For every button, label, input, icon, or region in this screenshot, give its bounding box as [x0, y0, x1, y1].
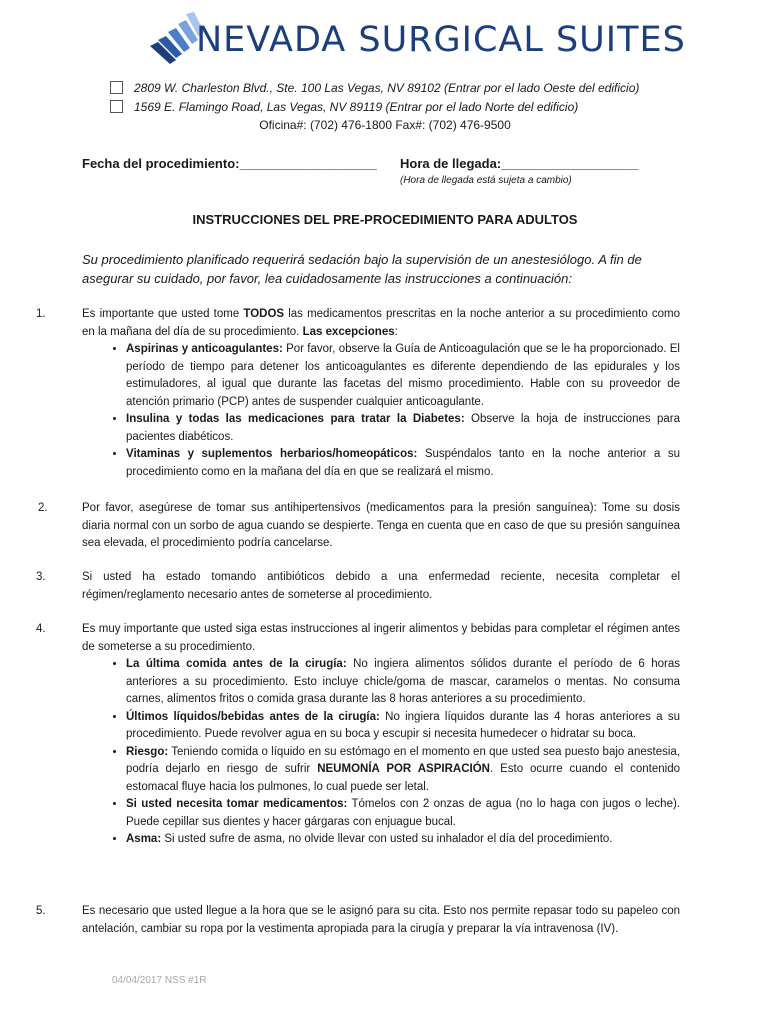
instruction-item-2: Por favor, asegúrese de tomar sus antihipertensivos (medicamentos para la presión sanguínea): Tome su dosis diaria normal con un sorbo de agua cuando se despierte. Tenga en cuenta que en caso de que su presión sanguínea sea elevada, el procedimiento podría cancelarse. — [82, 502, 680, 549]
company-logo — [150, 12, 686, 64]
logo-text: NEVADA SURGICAL SUITES — [196, 20, 686, 60]
list-item: • Riesgo: Teniendo comida o líquido en su estómago en el momento en que usted sea puesto bajo anestesia, podría dejarlo en riesgo de sufrir NEUMONÍA POR ASPIRACIÓN. Esto ocurre cuando el contenido estomacal fluye hacia los pulmones, lo cual puede ser letal. — [126, 744, 680, 797]
item-number: 5. — [36, 905, 46, 917]
document-title: INSTRUCCIONES DEL PRE-PROCEDIMIENTO PARA ADULTOS — [192, 212, 578, 227]
instruction-item-3: Si usted ha estado tomando antibióticos debido a una enfermedad reciente, necesita completar el régimen/reglamento necesario antes de someterse al procedimiento. — [82, 571, 680, 601]
footer-revision: 04/04/2017 NSS #1R — [112, 975, 207, 986]
address-flamingo: 1569 E. Flamingo Road, Las Vegas, NV 89119 (Entrar por el lado Norte del edificio) — [134, 100, 579, 114]
arrival-time-field[interactable]: Hora de llegada:___________________ — [400, 156, 639, 171]
address-checkbox-flamingo[interactable] — [110, 100, 123, 113]
list-item: • Si usted necesita tomar medicamentos: Tómelos con 2 onzas de agua (no lo haga con jugos o leche). Puede cepillar sus dientes y hacer gárgaras con enjuague bucal. — [126, 796, 680, 831]
item-number: 3. — [36, 571, 46, 583]
list-item: • Insulina y todas las medicaciones para tratar la Diabetes: Observe la hoja de instrucciones para pacientes diabéticos. — [126, 411, 680, 446]
list-item: • Aspirinas y anticoagulantes: Por favor, observe la Guía de Anticoagulación que se le ha proporcionado. El período de tiempo para detener los anticoagulantes es diferente dependiendo de las epidurales y los estimuladores, al igual que durante las facetas del mismo procedimiento. Hable con su proveedor de atención primario (PCP) antes de suspender cualquier anticoagulante. — [126, 341, 680, 411]
intro-paragraph: Su procedimiento planificado requerirá sedación bajo la supervisión de un anestesiólogo. A fin de asegurar su cuidado, por favor, lea cuidadosamente las instrucciones a continuación: — [82, 252, 642, 286]
item-4-bullets — [82, 656, 680, 849]
address-checkbox-charleston[interactable] — [110, 81, 123, 94]
item-number: 2. — [38, 502, 48, 514]
list-item: • Asma: Si usted sufre de asma, no olvide llevar con usted su inhalador el día del procedimiento. — [126, 831, 680, 849]
instruction-item-1: Es importante que usted tome TODOS las medicamentos prescritas en la noche anterior a su procedimiento como en la mañana del día de su procedimiento. Las excepciones: • Aspirinas y anticoagulantes: Por favor, observe la Guía de Anticoagulación que se le ha proporcionado. El período de tiempo para detener los anticoagulantes es diferente dependiendo de las epidurales y los estimuladores, al igual que durante las facetas del mismo procedimiento. Hable con su proveedor de atención primario (PCP) antes de suspender cualquier anticoagulante. • Insulina y todas las medicaciones para tratar la Diabetes: Observe la hoja de instrucciones para pacientes diabéticos. • Vitaminas y suplementos herbarios/homeopáticos: Suspéndalos tanto en la noche anterior a su procedimiento como en la mañana del día en que se realizará el mismo. — [82, 306, 680, 481]
item-number: 4. — [36, 623, 46, 635]
item-number: 1. — [36, 308, 46, 320]
address-charleston: 2809 W. Charleston Blvd., Ste. 100 Las Vegas, NV 89102 (Entrar por el lado Oeste del edificio) — [134, 81, 640, 95]
instruction-item-4: Es muy importante que usted siga estas instrucciones al ingerir alimentos y bebidas para completar el régimen antes de someterse a su procedimiento. • La última comida antes de la cirugía: No ingiera alimentos sólidos durante el período de 6 horas anteriores a su procedimiento. Esto incluye chicle/goma de mascar, caramelos o mentas. No consuma carnes, alimentos fritos o comida grasa durante las 8 horas anteriores a su procedimiento. • Últimos líquidos/bebidas antes de la cirugía: No ingiera líquidos durante las 4 horas anteriores a su procedimiento. Puede revolver agua en su boca y escupir si necesita humedecer o hidratar su boca. • Riesgo: Teniendo comida o líquido en su estómago en el momento en que usted sea puesto bajo anestesia, podría dejarlo en riesgo de sufrir NEUMONÍA POR ASPIRACIÓN. Esto ocurre cuando el contenido estomacal fluye hacia los pulmones, lo cual puede ser letal. • Si usted necesita tomar medicamentos: Tómelos con 2 onzas de agua (no lo haga con jugos o leche). Puede cepillar sus dientes y hacer gárgaras con enjuague bucal. • Asma: Si usted sufre de asma, no olvide llevar con usted su inhalador el día del procedimiento. — [82, 621, 680, 849]
list-item: • Últimos líquidos/bebidas antes de la cirugía: No ingiera líquidos durante las 4 horas anteriores a su procedimiento. Puede revolver agua en su boca y escupir si necesita humedecer o hidratar su boca. — [126, 709, 680, 744]
list-item: • Vitaminas y suplementos herbarios/homeopáticos: Suspéndalos tanto en la noche anterior a su procedimiento como en la mañana del día en que se realizará el mismo. — [126, 446, 680, 481]
instruction-item-5: Es necesario que usted llegue a la hora que se le asignó para su cita. Esto nos permite repasar todo su papeleo con antelación, cambiar su ropa por la vestimenta apropiada para la cirugía y preparar la vía intravenosa (IV). — [82, 905, 680, 935]
item-1-bullets — [82, 341, 680, 481]
list-item: • La última comida antes de la cirugía: No ingiera alimentos sólidos durante el período de 6 horas anteriores a su procedimiento. Esto incluye chicle/goma de mascar, caramelos o mentas. No consuma carnes, alimentos fritos o comida grasa durante las 8 horas anteriores a su procedimiento. — [126, 656, 680, 709]
procedure-date-field[interactable]: Fecha del procedimiento:___________________ — [82, 156, 377, 171]
phone-fax-line: Oficina#: (702) 476-1800 Fax#: (702) 476-9500 — [259, 118, 511, 132]
arrival-note: (Hora de llegada está sujeta a cambio) — [400, 175, 572, 186]
